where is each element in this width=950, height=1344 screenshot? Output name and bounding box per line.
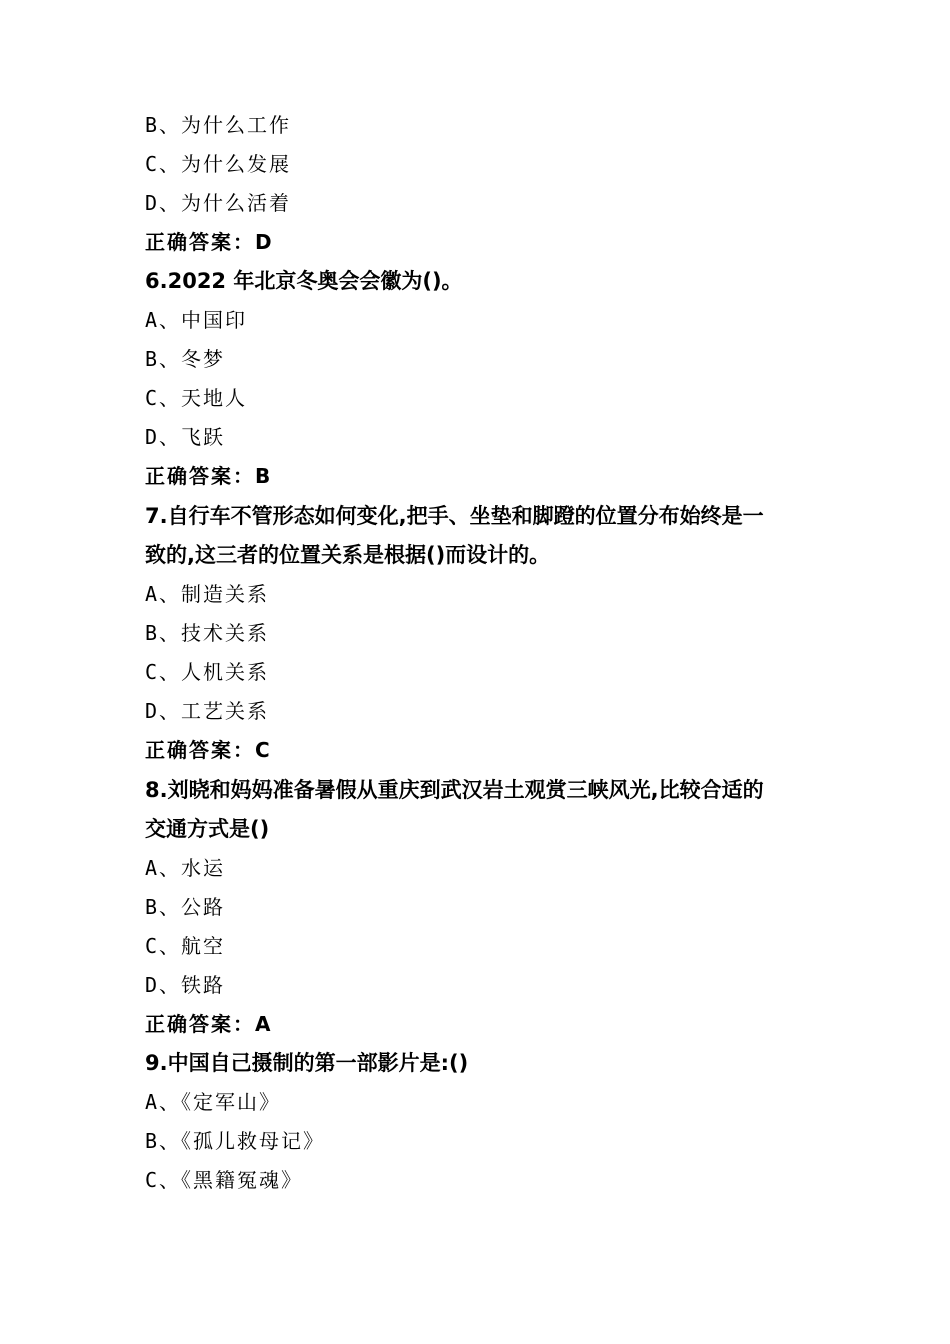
option-a-line: A、中国印 — [145, 308, 248, 332]
option-b-line: B、技术关系 — [145, 621, 270, 645]
option-c-line: C、航空 — [145, 934, 226, 958]
option-c-line: C、为什么发展 — [145, 152, 292, 176]
question-8-line-2: 交通方式是() — [145, 817, 270, 841]
option-d-line: D、为什么活着 — [145, 191, 292, 215]
question-7-line-1: 7.自行车不管形态如何变化,把手、坐垫和脚蹬的位置分布始终是一 — [145, 504, 764, 528]
option-a-line: A、《定军山》 — [145, 1090, 282, 1114]
option-d-line: D、工艺关系 — [145, 699, 270, 723]
option-a-line: A、制造关系 — [145, 582, 270, 606]
question-8-line-1: 8.刘晓和妈妈准备暑假从重庆到武汉岩土观赏三峡风光,比较合适的 — [145, 778, 764, 802]
answer-line: 正确答案：C — [145, 738, 272, 762]
option-b-line: B、《孤儿救母记》 — [145, 1129, 326, 1153]
option-b-line: B、为什么工作 — [145, 113, 292, 137]
question-9: 9.中国自己摄制的第一部影片是:() — [145, 1051, 469, 1075]
option-c-line: C、《黑籍冤魂》 — [145, 1168, 304, 1192]
answer-line: 正确答案：A — [145, 1012, 273, 1036]
question-6: 6.2022 年北京冬奥会会徽为()。 — [145, 269, 463, 293]
option-d-line: D、铁路 — [145, 973, 226, 997]
answer-line: 正确答案：D — [145, 230, 274, 254]
option-b-line: B、冬梦 — [145, 347, 226, 371]
option-d-line: D、飞跃 — [145, 425, 226, 449]
answer-line: 正确答案：B — [145, 464, 273, 488]
question-7-line-2: 致的,这三者的位置关系是根据()而设计的。 — [145, 543, 551, 567]
option-a-line: A、水运 — [145, 856, 226, 880]
option-c-line: C、天地人 — [145, 386, 248, 410]
option-b-line: B、公路 — [145, 895, 226, 919]
option-c-line: C、人机关系 — [145, 660, 270, 684]
